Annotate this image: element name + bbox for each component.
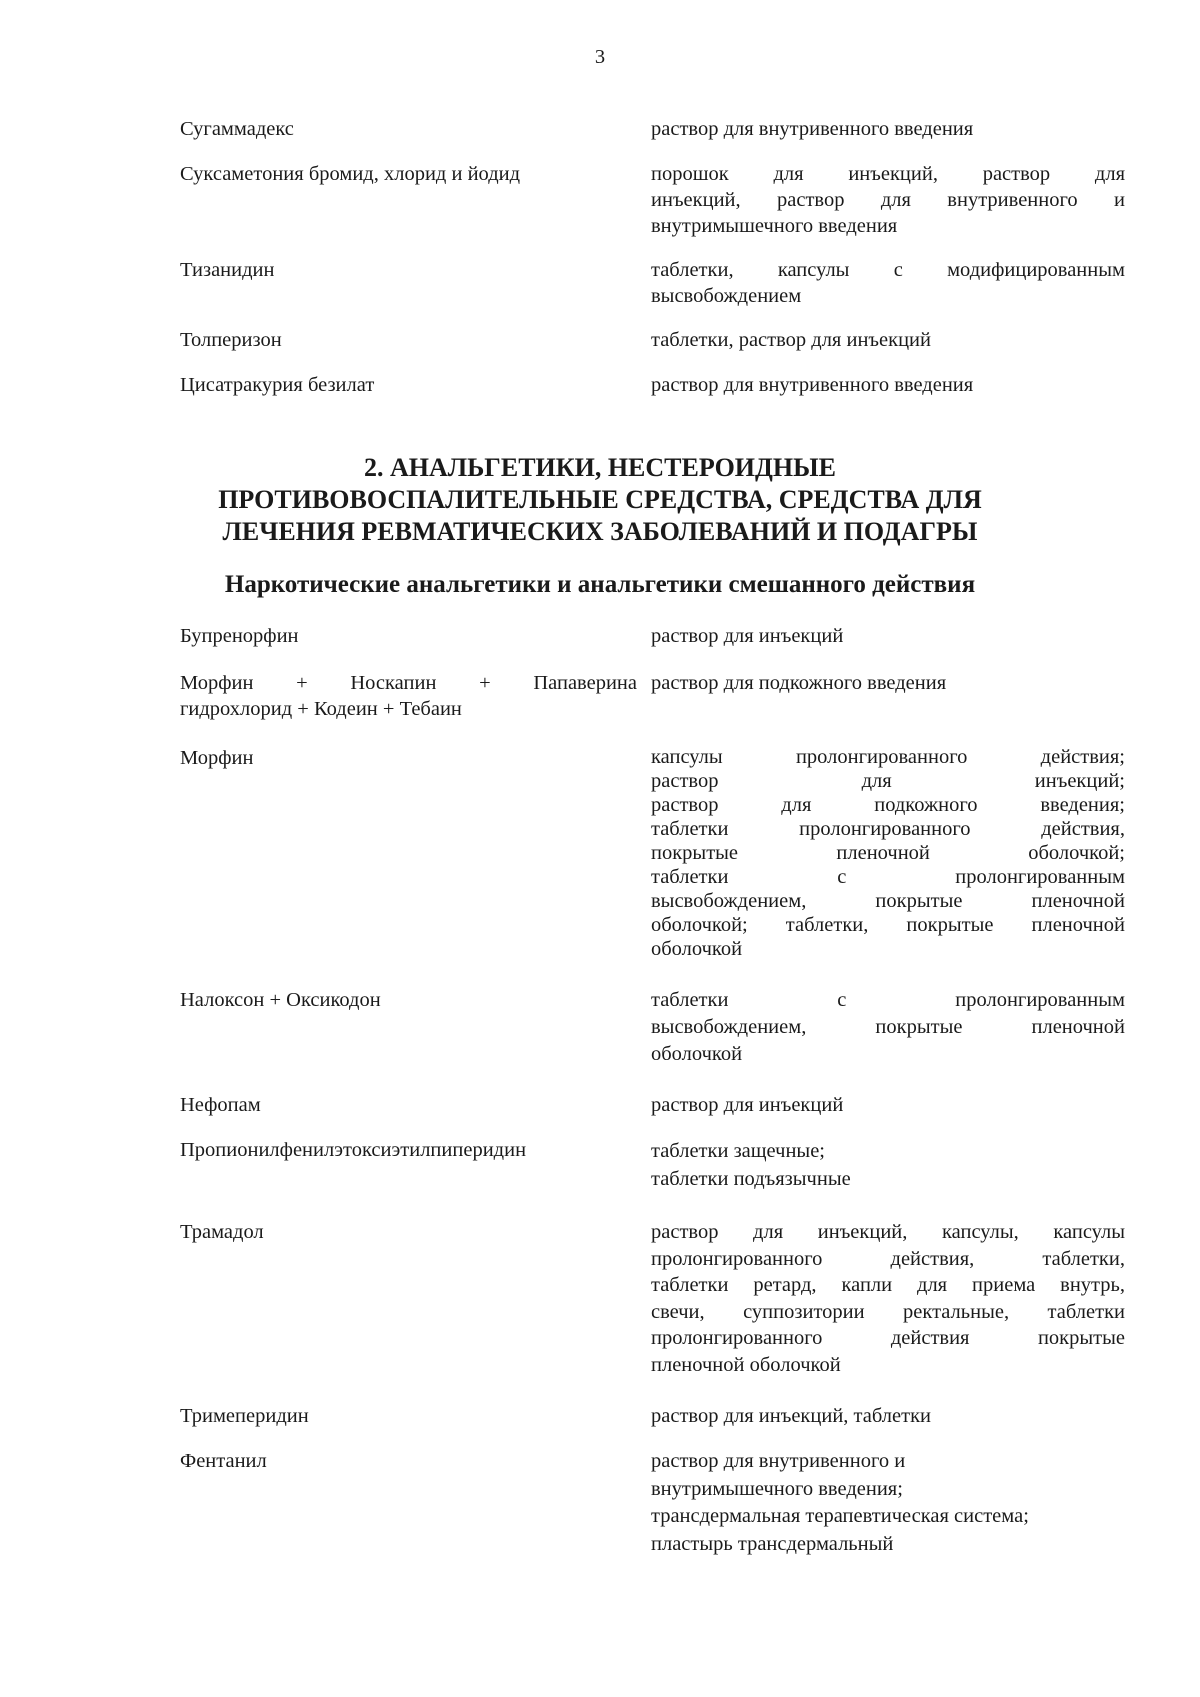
section-title-line: ЛЕЧЕНИЯ РЕВМАТИЧЕСКИХ ЗАБОЛЕВАНИЙ И ПОДАГРЫ	[222, 517, 978, 546]
drug-name: Нефопам	[180, 1094, 261, 1116]
dosage-form-line: раствор для инъекций, капсулы, капсулы	[651, 1221, 1125, 1243]
drug-name: Бупренорфин	[180, 625, 299, 647]
dosage-form-line: раствор для инъекций, таблетки	[651, 1405, 931, 1427]
dosage-form	[651, 745, 1125, 961]
section-title-line: 2. АНАЛЬГЕТИКИ, НЕСТЕРОИДНЫЕ	[363, 453, 837, 482]
dosage-form-line: пластырь трансдермальный	[651, 1532, 894, 1555]
drug-name: Пропионилфенилэтоксиэтилпиперидин	[180, 1139, 527, 1161]
drug-name: Тримеперидин	[180, 1405, 309, 1427]
section-title	[0, 452, 1200, 548]
drug-name: Суксаметония бромид, хлорид и йодид	[180, 163, 521, 185]
drug-name: Трамадол	[180, 1221, 264, 1243]
dosage-form-line: таблетки пролонгированного действия,	[651, 818, 1125, 840]
drug-name: Морфин	[180, 747, 254, 769]
dosage-form-line: раствор для подкожного введения	[651, 672, 947, 694]
dosage-form	[651, 623, 1125, 649]
table-row	[180, 1137, 1125, 1219]
drug-name-line: Морфин + Носкапин + Папаверина	[180, 672, 637, 694]
dosage-form-line: раствор для инъекций	[651, 625, 844, 647]
dosage-form	[651, 257, 1125, 309]
dosage-form-line: внутримышечного введения	[651, 215, 898, 237]
dosage-form-line: пленочной оболочкой	[651, 1353, 841, 1376]
table-row	[180, 1219, 1125, 1403]
dosage-form-line: высвобождением, покрытые пленочной	[651, 1016, 1125, 1038]
table-row	[180, 327, 1125, 372]
drug-name: Налоксон + Оксикодон	[180, 989, 381, 1011]
drug-name-line: гидрохлорид + Кодеин + Тебаин	[180, 698, 462, 720]
dosage-form-line: пролонгированного действия, таблетки,	[651, 1247, 1125, 1270]
dosage-form-line: оболочкой	[651, 1043, 743, 1065]
dosage-form-line: раствор для инъекций;	[651, 770, 1125, 792]
dosage-form-line: таблетки подъязычные	[651, 1168, 851, 1190]
dosage-form-line: таблетки с пролонгированным	[651, 866, 1125, 888]
dosage-form-line: внутримышечного введения;	[651, 1477, 903, 1500]
table-row	[180, 1448, 1125, 1568]
section-title-line: ПРОТИВОВОСПАЛИТЕЛЬНЫЕ СРЕДСТВА, СРЕДСТВА ДЛЯ	[218, 485, 982, 514]
dosage-form	[651, 161, 1125, 239]
table-row	[180, 1403, 1125, 1448]
dosage-form-line: капсулы пролонгированного действия;	[651, 746, 1125, 768]
drug-name: Сугаммадекс	[180, 118, 294, 140]
dosage-form-line: таблетки защечные;	[651, 1140, 825, 1162]
drug-name: Цисатракурия безилат	[180, 374, 375, 396]
dosage-form-line: покрытые пленочной оболочкой;	[651, 842, 1125, 864]
dosage-form	[651, 1219, 1125, 1378]
drug-table-bottom	[180, 623, 1125, 1568]
page-number: 3	[594, 46, 606, 68]
table-row	[180, 745, 1125, 987]
dosage-form	[651, 987, 1125, 1068]
drug-name: Тизанидин	[180, 259, 275, 281]
dosage-form-line: инъекций, раствор для внутривенного и	[651, 189, 1125, 211]
dosage-form-line: раствор для внутривенного введения	[651, 118, 974, 140]
table-row	[180, 161, 1125, 257]
dosage-form	[651, 1403, 1125, 1429]
dosage-form-line: оболочкой; таблетки, покрытые пленочной	[651, 914, 1125, 936]
table-row	[180, 1092, 1125, 1137]
dosage-form	[651, 1137, 1125, 1193]
dosage-form	[651, 116, 1125, 142]
dosage-form-line: таблетки, капсулы с модифицированным	[651, 259, 1125, 281]
drug-name	[180, 670, 651, 722]
dosage-form-line: пролонгированного действия покрытые	[651, 1327, 1125, 1349]
dosage-form	[651, 1448, 1125, 1558]
dosage-form-line: порошок для инъекций, раствор для	[651, 163, 1125, 185]
dosage-form	[651, 327, 1125, 353]
drug-table-top	[180, 116, 1125, 402]
dosage-form-line: высвобождением	[651, 285, 802, 307]
dosage-form-line: таблетки ретард, капли для приема внутрь,	[651, 1274, 1125, 1296]
dosage-form	[651, 670, 1125, 696]
dosage-form-line: свечи, суппозитории ректальные, таблетки	[651, 1300, 1125, 1323]
table-row	[180, 623, 1125, 670]
dosage-form-line: трансдермальная терапевтическая система;	[651, 1505, 1029, 1527]
dosage-form	[651, 372, 1125, 398]
dosage-form	[651, 1092, 1125, 1118]
dosage-form-line: раствор для инъекций	[651, 1094, 844, 1116]
drug-name: Фентанил	[180, 1450, 267, 1472]
drug-name: Толперизон	[180, 329, 282, 351]
dosage-form-line: оболочкой	[651, 938, 743, 960]
table-row	[180, 670, 1125, 745]
dosage-form-line: высвобождением, покрытые пленочной	[651, 890, 1125, 912]
dosage-form-line: таблетки с пролонгированным	[651, 989, 1125, 1011]
subsection-title: Наркотические анальгетики и анальгетики смешанного действия	[224, 571, 976, 598]
dosage-form-line: таблетки, раствор для инъекций	[651, 329, 931, 351]
table-row	[180, 987, 1125, 1092]
dosage-form-line: раствор для внутривенного и	[651, 1450, 906, 1472]
table-row	[180, 372, 1125, 402]
dosage-form-line: раствор для подкожного введения;	[651, 794, 1125, 816]
table-row	[180, 257, 1125, 327]
dosage-form-line: раствор для внутривенного введения	[651, 374, 974, 396]
table-row	[180, 116, 1125, 161]
